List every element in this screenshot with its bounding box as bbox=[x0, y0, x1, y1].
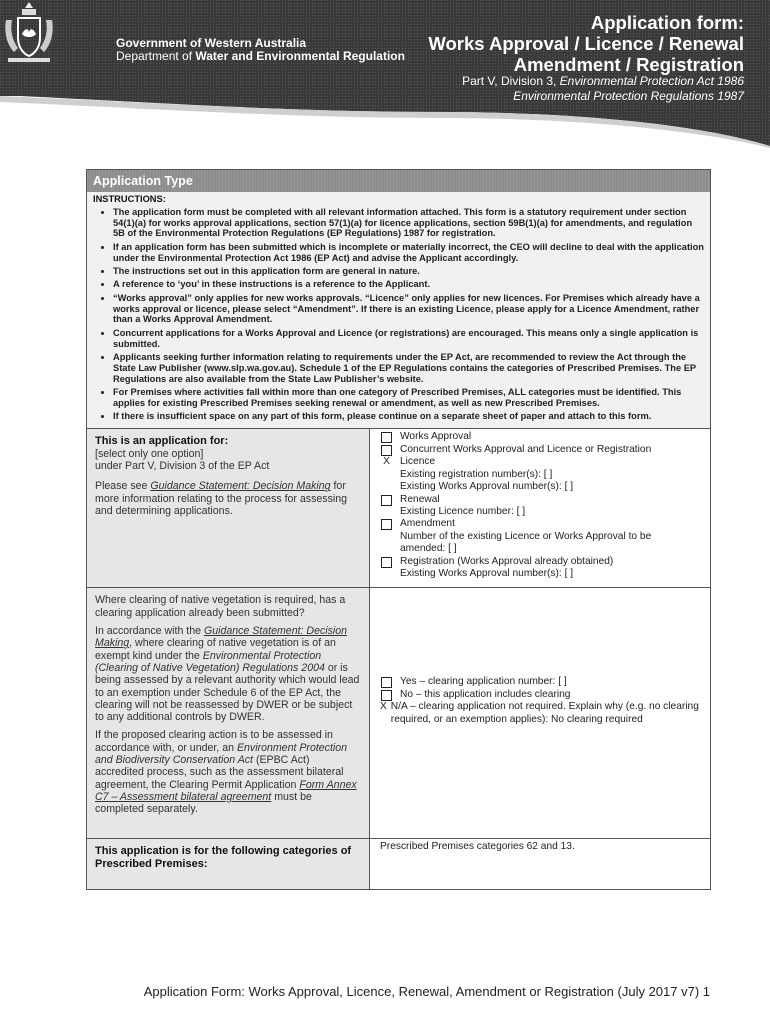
guidance-statement-link[interactable]: Guidance Statement: Decision Making bbox=[95, 625, 348, 650]
application-type-form bbox=[86, 169, 711, 890]
instruction-item: • The application form must be completed with all relevant information attached. This form is a statutory requirement under section 54(1)(a) for works approval applications, section 57(1)(a) for licence applications, section 59B(1)(a) for amendments, and regulation 5B of the Environmental Protection Regulations (EP Regulations) 1987 for registration. bbox=[113, 207, 704, 239]
clearing-row bbox=[87, 588, 710, 839]
application-options: Works Approval Concurrent Works Approval and Licence or Registration X Licence Existing registration number(s): [ ] Existing Works Approval number(s): [ ] Renewal Existing Licence number: [ ] Amendment Number of the existing Licence or Works Approval to be amended: [ ] Registration (Works Approval already obtained) Existing Works Approval number(s): [ ] bbox=[370, 429, 710, 587]
instructions-panel bbox=[87, 192, 710, 429]
instruction-item: • If there is insufficient space on any part of this form, please continue on a separate sheet of paper and attach to this form. bbox=[113, 411, 704, 422]
department-name: Department of Water and Environmental Regulation bbox=[116, 49, 405, 63]
categories-field[interactable]: Prescribed Premises categories 62 and 13. bbox=[380, 841, 575, 853]
government-name bbox=[116, 37, 405, 63]
renewal-checkbox[interactable] bbox=[381, 495, 392, 506]
instructions-list bbox=[93, 207, 704, 422]
coat-of-arms-icon bbox=[0, 0, 58, 68]
existing-registration-field[interactable]: Existing registration number(s): [ ] bbox=[400, 468, 553, 480]
amendment-checkbox[interactable] bbox=[381, 519, 392, 530]
page-footer: Application Form: Works Approval, Licence, Renewal, Amendment or Registration (July 2017 v7) 1 bbox=[143, 984, 710, 999]
clearing-options: Yes – clearing application number: [ ] No – this application includes clearing X N/A – clearing application not required. Explain why (e.g. no clearing required, or an exemption applies): No clearing required bbox=[380, 676, 699, 725]
licence-checkbox[interactable]: X bbox=[383, 456, 390, 468]
categories-row bbox=[87, 839, 710, 889]
instruction-item: • Applicants seeking further information relating to requirements under the EP Act, are recommended to review the Act through the State Law Publisher (www.slp.wa.gov.au). Schedule 1 of the EP Regulations contains the categories of Prescribed Premises. The EP Regulations are also available from the State Law Publisher’s website. bbox=[113, 352, 704, 384]
existing-licence-field[interactable]: Existing Licence number: [ ] bbox=[400, 505, 526, 517]
clearing-na-checkbox[interactable]: X bbox=[380, 701, 387, 713]
section-title: Application Type bbox=[87, 170, 710, 192]
clearing-yes-checkbox[interactable] bbox=[381, 677, 392, 688]
header-banner bbox=[0, 0, 770, 148]
application-for-row bbox=[87, 429, 710, 588]
instruction-item: • Concurrent applications for a Works Approval and Licence (or registrations) are encouraged. This means only a single application is submitted. bbox=[113, 328, 704, 350]
clearing-no-checkbox[interactable] bbox=[381, 690, 392, 701]
works-approval-checkbox[interactable] bbox=[381, 432, 392, 443]
categories-label: This application is for the following categories of Prescribed Premises: bbox=[87, 839, 370, 889]
concurrent-checkbox[interactable] bbox=[381, 445, 392, 456]
clearing-question: Where clearing of native vegetation is required, has a clearing application already been submitted? In accordance with the Guidance Statement: Decision Making, where clearing of native vegetation is of an exempt kind under the Environmental Protection (Clearing of Native Vegetation) Regulations 2004 or is being assessed by a relevant authority which would lead to an exemption under Schedule 6 of the EP Act, the clearing will not be reassessed by DWER or be subject to any additional controls by DWER. If the proposed clearing action is to be assessed in accordance with, or under, an Environment Protection and Biodiversity Conservation Act (EPBC Act) accredited process, such as the assessment bilateral agreement, the Clearing Permit Application Form Annex C7 – Assessment bilateral agreement must be completed separately. bbox=[87, 588, 370, 838]
form-title: Application form: Works Approval / Licence / Renewal Amendment / Registration bbox=[428, 12, 744, 75]
instruction-item: • A reference to ‘you’ in these instructions is a reference to the Applicant. bbox=[113, 279, 704, 290]
registration-works-approval-field[interactable]: Existing Works Approval number(s): [ ] bbox=[400, 567, 574, 579]
form-subtitle: Part V, Division 3, Environmental Protection Act 1986 Environmental Protection Regulations 1987 bbox=[462, 74, 744, 103]
guidance-decision-making-link[interactable]: Guidance Statement: Decision Making bbox=[150, 480, 331, 493]
instructions-heading: INSTRUCTIONS: bbox=[93, 194, 166, 204]
gov-line1: Government of Western Australia bbox=[116, 36, 307, 50]
instruction-item: • For Premises where activities fall within more than one category of Prescribed Premises, ALL categories must be identified. This applies for existing Prescribed Premises seeking renewal or amendment, as well as new Prescribed Premises. bbox=[113, 387, 704, 409]
application-for-label: This is an application for: [select only one option] under Part V, Division 3 of the EP Act Please see Guidance Statement: Decision Making for more information relating to the process for assessing and determining applications. bbox=[87, 429, 370, 587]
form-annex-c7-link[interactable]: Form Annex C7 – Assessment bilateral agreement bbox=[95, 778, 357, 803]
instruction-item: • “Works approval” only applies for new works approvals. “Licence” only applies for new licences. For Premises which already have a works approval or licence, please select “Amendment”. If there is an existing Licence, please apply for a Licence Amendment, rather than a Works Approval Amendment. bbox=[113, 293, 704, 325]
registration-checkbox[interactable] bbox=[381, 557, 392, 568]
instruction-item: • The instructions set out in this application form are general in nature. bbox=[113, 266, 704, 277]
existing-works-approval-field[interactable]: Existing Works Approval number(s): [ ] bbox=[400, 481, 574, 493]
instruction-item: • If an application form has been submitted which is incomplete or materially incorrect, the CEO will decline to deal with the application under the Environmental Protection Act 1986 (EP Act) and advise the Applicant accordingly. bbox=[113, 242, 704, 264]
amendment-number-field[interactable]: amended: [ ] bbox=[400, 543, 457, 555]
